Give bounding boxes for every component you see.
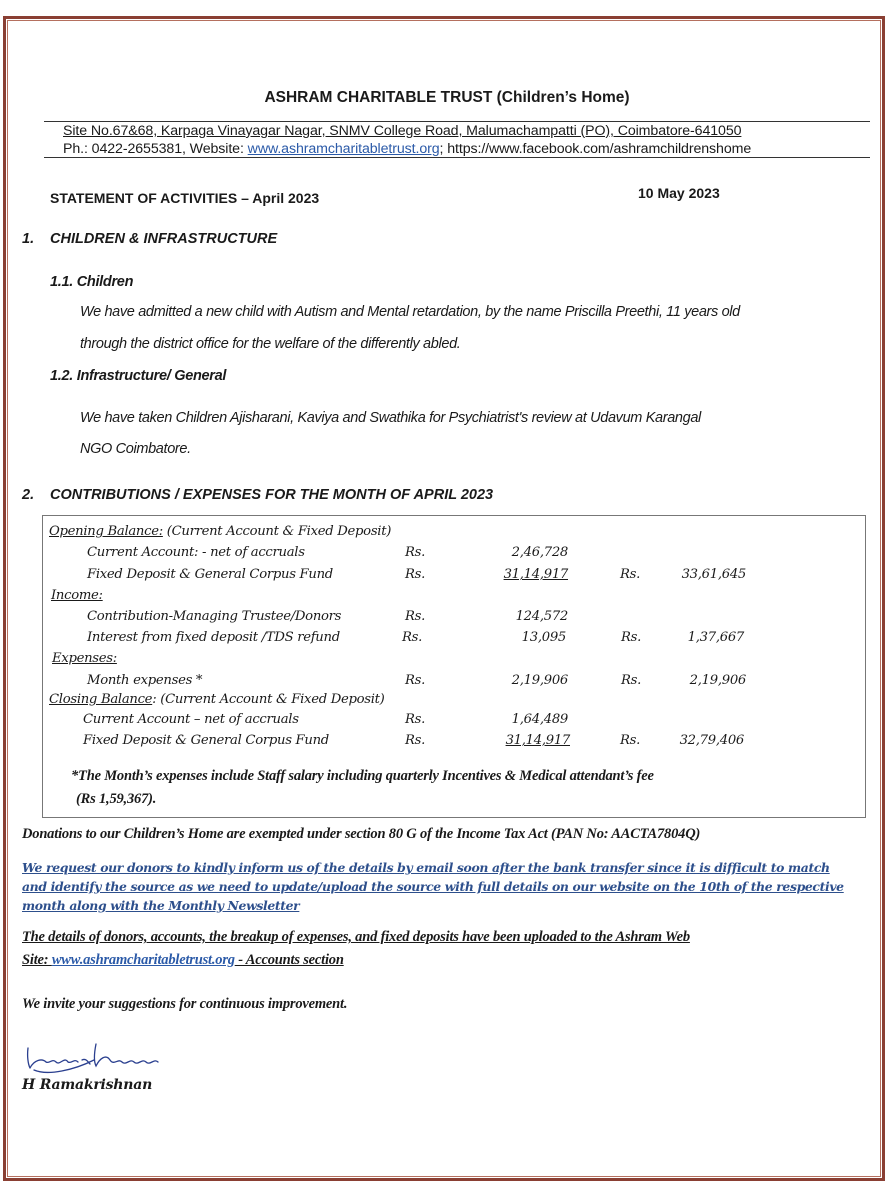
- section-1-title: CHILDREN & INFRASTRUCTURE: [50, 231, 278, 247]
- income-total-amount: 1,37,667: [687, 630, 744, 645]
- statement-title: STATEMENT OF ACTIVITIES – April 2023: [50, 190, 320, 206]
- month-expenses-label: Month expenses *: [87, 673, 203, 688]
- subsection-children-title: 1.1. Children: [50, 274, 134, 290]
- donations-exemption-note: Donations to our Children’s Home are exempted under section 80 G of the Income Tax Act (PAN No: AACTA7804Q): [22, 826, 701, 842]
- currency-label: Rs.: [405, 733, 425, 748]
- statement-date: 10 May 2023: [638, 185, 720, 201]
- opening-total-amount: 33,61,645: [681, 567, 746, 582]
- currency-label: Rs.: [620, 567, 640, 582]
- closing-balance-heading: Closing Balance: (Current Account & Fixed Deposit): [49, 692, 385, 707]
- details-uploaded-line-2: Site: www.ashramcharitabletrust.org - Accounts section: [22, 952, 344, 968]
- currency-label: Rs.: [405, 567, 425, 582]
- invite-suggestions: We invite your suggestions for continuous improvement.: [22, 996, 348, 1012]
- closing-current-account-label: Current Account – net of accruals: [83, 712, 299, 727]
- currency-label: Rs.: [405, 609, 425, 624]
- income-contribution-label: Contribution-Managing Trustee/Donors: [87, 609, 342, 624]
- opening-current-account-amount: 2,46,728: [511, 545, 568, 560]
- expenses-heading: Expenses:: [52, 651, 117, 666]
- org-title: ASHRAM CHARITABLE TRUST (Children’s Home): [264, 89, 630, 106]
- header-rule-top: [44, 121, 870, 122]
- infrastructure-paragraph-line-2: NGO Coimbatore.: [80, 441, 191, 457]
- section-2-title: CONTRIBUTIONS / EXPENSES FOR THE MONTH OF APRIL 2023: [50, 487, 494, 503]
- opening-fixed-deposit-label: Fixed Deposit & General Corpus Fund: [87, 567, 333, 582]
- children-paragraph-line-2: through the district office for the welfare of the differently abled.: [80, 336, 461, 352]
- children-paragraph-line-1: We have admitted a new child with Autism and Mental retardation, by the name Priscilla Preethi, 11 years old: [80, 304, 740, 320]
- currency-label: Rs.: [405, 545, 425, 560]
- income-heading: Income:: [51, 588, 103, 603]
- income-interest-label: Interest from fixed deposit /TDS refund: [87, 630, 340, 645]
- donor-request-line-1: We request our donors to kindly inform us of the details by email soon after the bank transfer since it is difficult to match: [22, 860, 830, 875]
- website-link[interactable]: www.ashramcharitabletrust.org: [247, 141, 440, 157]
- currency-label: Rs.: [405, 673, 425, 688]
- facebook-text: ; https://www.facebook.com/ashramchildrenshome: [439, 141, 752, 157]
- header-rule-bottom: [44, 157, 870, 158]
- expenses-total-amount: 2,19,906: [689, 673, 746, 688]
- infrastructure-paragraph-line-1: We have taken Children Ajisharani, Kaviya and Swathika for Psychiatrist's review at Udavum Karangal: [80, 410, 701, 426]
- phone-text: Ph.: 0422-2655381, Website:: [63, 141, 248, 157]
- accounts-website-link[interactable]: www.ashramcharitabletrust.org: [51, 952, 235, 968]
- signature-image: [24, 1040, 174, 1075]
- currency-label: Rs.: [621, 630, 641, 645]
- month-expenses-amount: 2,19,906: [511, 673, 568, 688]
- section-2-number: 2.: [22, 487, 35, 503]
- income-contribution-amount: 124,572: [515, 609, 568, 624]
- opening-current-account-label: Current Account: - net of accruals: [87, 545, 305, 560]
- closing-fixed-deposit-amount: 31,14,917: [505, 733, 570, 748]
- currency-label: Rs.: [402, 630, 422, 645]
- opening-fixed-deposit-amount: 31,14,917: [503, 567, 568, 582]
- contact-line: [63, 141, 751, 157]
- address-line: Site No.67&68, Karpaga Vinayagar Nagar, SNMV College Road, Malumachampatti (PO), Coimbatore-641050: [63, 123, 742, 139]
- closing-total-amount: 32,79,406: [679, 733, 744, 748]
- closing-fixed-deposit-label: Fixed Deposit & General Corpus Fund: [83, 733, 329, 748]
- currency-label: Rs.: [405, 712, 425, 727]
- signatory-name: H Ramakrishnan: [22, 1077, 153, 1093]
- subsection-infrastructure-title: 1.2. Infrastructure/ General: [50, 368, 227, 384]
- section-1-number: 1.: [22, 231, 35, 247]
- expenses-footnote-line-2: (Rs 1,59,367).: [76, 791, 157, 807]
- income-interest-amount: 13,095: [521, 630, 566, 645]
- currency-label: Rs.: [620, 733, 640, 748]
- currency-label: Rs.: [621, 673, 641, 688]
- closing-current-account-amount: 1,64,489: [511, 712, 568, 727]
- donor-request-line-2: and identify the source as we need to update/upload the source with full details on our website on the 10th of the respective: [22, 879, 844, 894]
- expenses-footnote-line-1: *The Month’s expenses include Staff salary including quarterly Incentives & Medical attendant’s fee: [71, 768, 654, 784]
- opening-balance-heading: Opening Balance: (Current Account & Fixed Deposit): [49, 524, 392, 539]
- details-uploaded-line-1: The details of donors, accounts, the breakup of expenses, and fixed deposits have been uploaded to the Ashram Web: [22, 929, 690, 945]
- donor-request-line-3: month along with the Monthly Newsletter: [22, 898, 300, 913]
